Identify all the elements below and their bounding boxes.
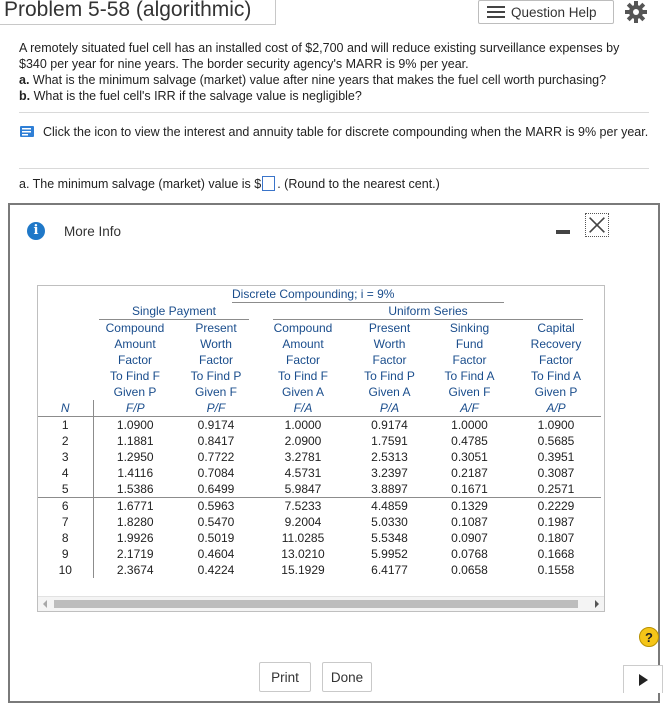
table-caption: Discrete Compounding; i = 9% [232,286,504,303]
factor-cell: 2.0900 [284,434,322,448]
factor-cell: 1.0000 [451,418,488,432]
factor-cell: 0.1558 [537,563,575,577]
factor-cell: 0.4785 [451,434,488,448]
divider [19,168,649,169]
factor-cell: 0.8417 [197,434,235,448]
factor-cell: 0.2571 [537,482,575,496]
col-name: Factor [117,353,152,367]
scroll-thumb[interactable] [54,600,578,608]
col-name: Amount [114,337,156,351]
factor-cell: 0.9174 [197,418,235,432]
group-uniform-series: Uniform Series [273,303,583,320]
factor-cell: 0.3087 [537,466,575,480]
factor-cell: 3.2781 [284,450,322,464]
problem-text: A remotely situated fuel cell has an installed cost of $2,700 and will reduce existing surveillance expenses by $340 per year for nine years. The border security agency's MARR is 9% per year. [19,41,620,71]
col-name: Factor [372,353,407,367]
col-name: Sinking [449,321,490,335]
col-name: Factor [452,353,487,367]
table-row [38,417,601,434]
factor-cell: 2.1719 [116,547,154,561]
compounding-table-scroll[interactable] [37,285,605,612]
factor-cell: 0.2229 [511,498,601,515]
answer-input[interactable] [262,176,275,191]
factor-cell: 0.2187 [451,466,488,480]
col-symbol: A/P [511,400,601,417]
col-name: Fund [455,337,484,351]
factor-cell: 15.1929 [281,563,325,577]
more-info-dialog [8,203,660,703]
factor-cell: 1.4116 [117,466,154,480]
factor-cell: 5.5348 [371,531,408,545]
col-name: Compound [273,321,333,335]
close-icon[interactable] [585,213,609,237]
col-symbol: F/P [93,400,177,417]
row-n: 4 [38,465,93,481]
factor-cell: 3.2397 [371,466,408,480]
factor-cell: 0.5470 [197,515,235,529]
factor-cell: 0.0768 [451,547,488,561]
row-n: 10 [38,562,93,578]
row-n: 5 [38,481,93,498]
table-row [38,530,601,546]
col-name: Worth [373,337,406,351]
part-b-text: What is the fuel cell's IRR if the salvage value is negligible? [33,89,362,103]
col-name: Worth [200,337,232,351]
compounding-table [38,286,601,578]
col-name: Compound [105,321,165,335]
next-button[interactable] [623,665,663,693]
factor-cell: 4.4859 [351,498,428,515]
factor-cell: 1.9926 [116,531,154,545]
factor-cell: 0.1668 [537,547,575,561]
factor-cell: 1.2950 [116,450,154,464]
factor-cell: 4.5731 [284,466,322,480]
col-given: Given A [281,385,325,399]
info-icon: i [27,222,45,240]
table-row [38,546,601,562]
factor-cell: 2.3674 [116,563,154,577]
factor-cell: 0.4604 [197,547,235,561]
factor-cell: 5.9952 [371,547,408,561]
col-symbol: P/F [177,400,255,417]
part-a [19,72,649,88]
factor-cell: 0.5019 [197,531,235,545]
col-given: Given F [194,385,237,399]
factor-cell: 1.6771 [93,498,177,515]
factor-cell: 0.7084 [197,466,235,480]
row-n: 7 [38,514,93,530]
print-button[interactable]: Print [259,662,311,692]
factor-cell: 0.7722 [197,450,235,464]
col-name: Recovery [530,337,582,351]
table-row [38,433,601,449]
table-row [38,562,601,578]
factor-cell: 1.0000 [284,418,322,432]
book-icon[interactable] [19,125,35,138]
col-name-row [38,320,601,368]
part-a-label: a. [19,73,30,87]
col-find: To Find P [190,369,242,383]
factor-cell: 5.9847 [284,482,322,496]
col-name: Present [195,321,237,335]
answer-suffix: . (Round to the nearest cent.) [277,176,440,191]
dialog-title: More Info [64,224,122,239]
table-row [38,498,601,515]
col-name: Factor [198,353,233,367]
col-name: Factor [538,353,573,367]
table-link-text: Click the icon to view the interest and annuity table for discrete compounding when the MARR is 9% per year. [43,125,649,139]
col-symbol: F/A [255,400,351,417]
done-button[interactable]: Done [322,662,372,692]
table-link-row [19,121,649,143]
question-help-button[interactable] [478,0,614,24]
col-name: Factor [285,353,320,367]
factor-cell: 5.0330 [371,515,408,529]
minimize-icon[interactable] [556,230,570,234]
factor-cell: 1.1881 [116,434,154,448]
dialog-header [10,205,658,255]
part-b-label: b. [19,89,31,103]
col-symbol: A/F [428,400,511,417]
factor-cell: 1.7591 [371,434,408,448]
n-header: N [38,400,93,417]
col-given: Given A [368,385,411,399]
next-arrow-icon [639,674,648,686]
table-row [38,449,601,465]
factor-cell: 9.2004 [284,515,322,529]
col-find: To Find F [109,369,160,383]
factor-cell: 0.1671 [451,482,488,496]
col-find: To Find A [530,369,582,383]
factor-cell: 0.1807 [537,531,575,545]
row-n: 1 [38,417,93,434]
factor-cell: 6.4177 [371,563,408,577]
col-name: Capital [537,321,575,335]
factor-cell: 7.5233 [255,498,351,515]
table-row [38,465,601,481]
factor-cell: 0.0907 [451,531,488,545]
factor-cell: 1.5386 [116,482,154,496]
col-given: Given F [448,385,491,399]
col-name: Present [368,321,411,335]
factor-cell: 0.0658 [451,563,488,577]
group-single-payment: Single Payment [99,303,249,320]
help-icon[interactable]: ? [639,627,659,647]
table-row [38,514,601,530]
col-symbol: P/A [351,400,428,417]
col-given: Given P [534,385,578,399]
factor-cell: 0.5685 [537,434,575,448]
problem-statement [19,40,649,104]
question-help-label: Question Help [511,4,597,20]
factor-cell: 0.1087 [451,515,488,529]
col-find: To Find P [364,369,415,383]
factor-cell: 0.6499 [197,482,235,496]
factor-cell: 0.4224 [197,563,235,577]
scroll-right-icon[interactable] [595,600,599,608]
row-n: 8 [38,530,93,546]
part-b [19,88,649,104]
problem-title: Problem 5-58 (algorithmic) [0,0,276,25]
col-symbol-row [38,400,601,417]
col-name: Amount [282,337,324,351]
list-icon [487,6,505,18]
row-n: 9 [38,546,93,562]
row-n: 6 [38,498,93,515]
col-find: To Find F [277,369,328,383]
divider [19,112,649,113]
table-row [38,481,601,498]
factor-cell: 1.8280 [116,515,154,529]
scroll-left-icon[interactable] [43,600,47,608]
factor-cell: 11.0285 [281,531,325,545]
factor-cell: 13.0210 [281,547,325,561]
factor-cell: 0.3051 [451,450,488,464]
answer-prefix: a. The minimum salvage (market) value is $ [19,176,262,191]
factor-cell: 0.5963 [177,498,255,515]
gear-icon[interactable] [624,0,648,24]
part-a-text: What is the minimum salvage (market) value after nine years that makes the fuel cell worth purchasing? [32,73,607,87]
factor-cell: 1.0900 [116,418,154,432]
factor-cell: 2.5313 [371,450,408,464]
row-n: 3 [38,449,93,465]
factor-cell: 0.1329 [428,498,511,515]
top-bar [0,0,668,27]
col-find-row [38,368,601,400]
col-given: Given P [113,385,157,399]
answer-row [19,176,440,191]
factor-cell: 3.8897 [371,482,408,496]
horizontal-scrollbar[interactable] [38,596,604,611]
col-find: To Find A [444,369,495,383]
factor-cell: 0.9174 [371,418,408,432]
factor-cell: 0.1987 [537,515,575,529]
row-n: 2 [38,433,93,449]
factor-cell: 0.3951 [537,450,575,464]
factor-cell: 1.0900 [537,418,575,432]
